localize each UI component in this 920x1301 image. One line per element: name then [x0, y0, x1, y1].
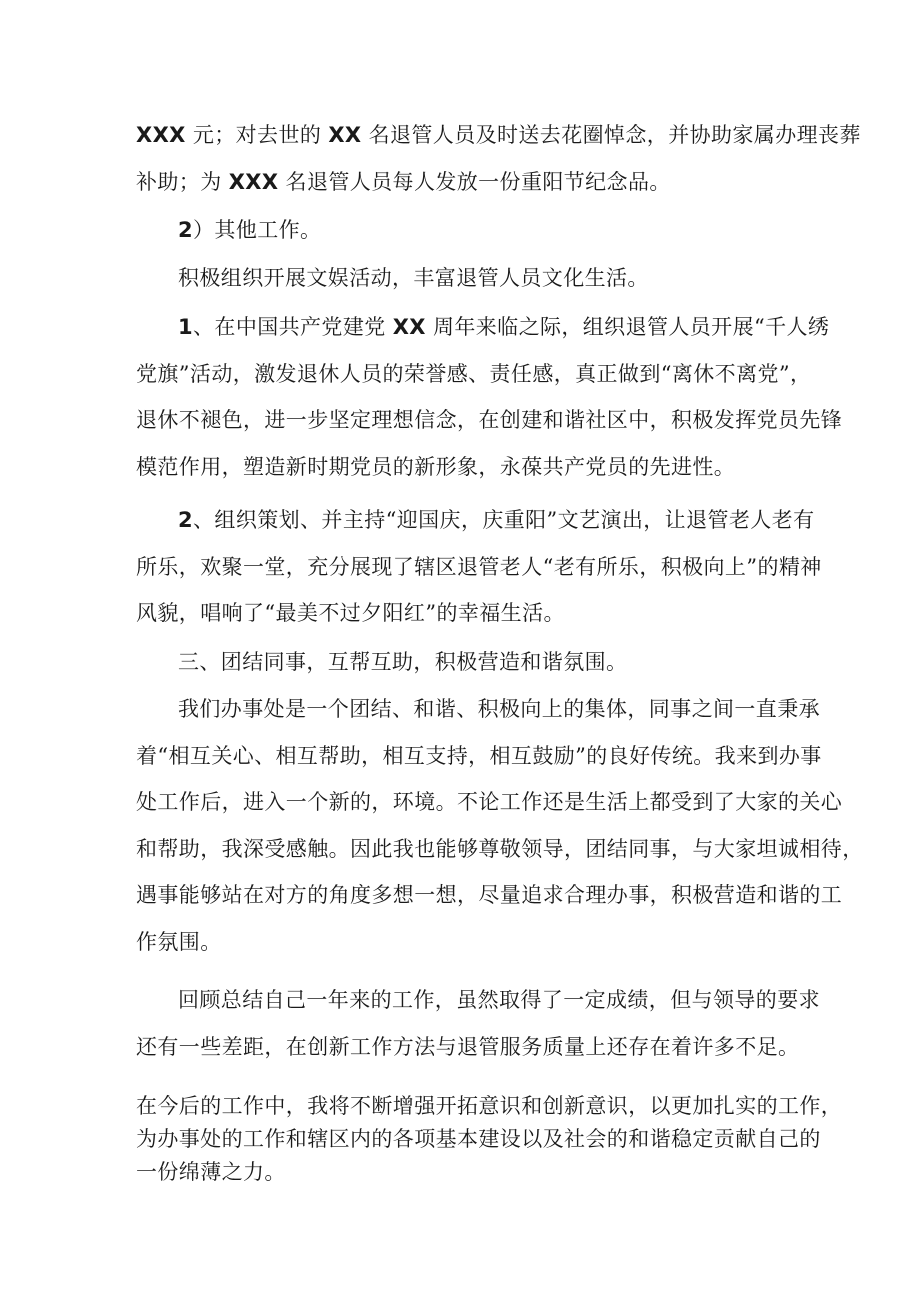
text-run: 我们办事处是一个团结、和谐、积极向上的集体，同事之间一直秉承	[178, 697, 820, 721]
text-run: 周年来临之际，组织退管人员开展“千人绣	[425, 315, 830, 339]
text-run: 回顾总结自己一年来的工作，虽然取得了一定成绩，但与领导的要求	[178, 988, 820, 1012]
text-run: 退休不褪色，进一步坚定理想信念，在创建和谐社区中，积极发挥党员先锋	[136, 408, 843, 432]
text-run: 、在中国共产党建党	[193, 315, 393, 339]
text-line	[136, 304, 830, 351]
paragraph-5	[136, 497, 822, 637]
text-run: 和帮助，我深受感触。因此我也能够尊敬领导，团结同事，与大家坦诚相待，	[136, 836, 864, 861]
text-run: 遇事能够站在对方的角度多想一想，尽量追求合理办事，积极营造和谐的工	[136, 883, 843, 907]
text-run: 一份绵薄之力。	[136, 1160, 286, 1184]
text-run: 着“相互关心、相互帮助，相互支持，相互鼓励”的良好传统。我来到办事	[136, 743, 822, 768]
text-run: 处工作后，进入一个新的，环境。不论工作还是生活上都受到了大家的关心	[136, 790, 843, 814]
text-run: 为办事处的工作和辖区内的各项基本建设以及社会的和谐稳定贡献自己的	[136, 1127, 821, 1151]
text-line	[136, 872, 843, 919]
paragraph-2	[136, 207, 796, 254]
text-line	[136, 686, 820, 733]
text-line	[136, 590, 796, 637]
text-line	[136, 1024, 800, 1071]
text-line	[136, 639, 796, 686]
text-line	[136, 1090, 843, 1123]
text-line	[136, 826, 864, 873]
bold-text-run: 2	[178, 218, 194, 242]
text-line	[136, 444, 796, 491]
text-run: 风貌，唱响了“最美不过夕阳红”的幸福生活。	[136, 601, 565, 625]
text-run: 、组织策划、并主持“迎国庆，庆重阳”文艺演出，让退管老人老有	[193, 508, 815, 532]
bold-text-run: 1	[178, 315, 194, 339]
text-line	[136, 1156, 796, 1189]
text-line	[136, 255, 796, 302]
bold-text-run: XXX	[136, 123, 186, 147]
text-line	[136, 919, 796, 966]
text-line	[136, 207, 796, 254]
text-line	[136, 1123, 821, 1156]
paragraph-3	[136, 255, 796, 302]
text-run: 积极组织开展文娱活动，丰富退管人员文化生活。	[178, 266, 649, 290]
text-run: 作氛围。	[136, 929, 222, 954]
text-line	[136, 397, 843, 444]
text-line	[136, 112, 861, 159]
paragraph-4	[136, 304, 843, 490]
bold-text-run: 2	[178, 508, 194, 532]
text-line	[136, 159, 796, 206]
text-line	[136, 351, 812, 398]
paragraph-7	[136, 686, 864, 965]
text-run: 三、团结同事，互帮互助，积极营造和谐氛围。	[178, 650, 628, 674]
text-run: 模范作用，塑造新时期党员的新形象，永葆共产党员的先进性。	[136, 454, 736, 479]
text-line	[136, 779, 843, 826]
paragraph-1	[136, 112, 861, 205]
text-line	[136, 497, 815, 544]
bold-text-run: XX	[328, 123, 362, 147]
text-run: 元；对去世的	[185, 123, 329, 147]
text-run: 所乐，欢聚一堂，充分展现了辖区退管老人“老有所乐，积极向上”的精神	[136, 554, 822, 579]
text-run: 名退管人员及时送去花圈悼念，并协助家属办理丧葬	[361, 123, 861, 147]
text-run: 在今后的工作中，我将不断增强开拓意识和创新意识，以更加扎实的工作，	[136, 1094, 843, 1118]
text-line	[136, 544, 822, 591]
paragraph-8	[136, 977, 820, 1070]
paragraph-9	[136, 1090, 843, 1189]
text-run: 还有一些差距，在创新工作方法与退管服务质量上还存在着许多不足。	[136, 1034, 800, 1059]
text-run: 名退管人员每人发放一份重阳节纪念品。	[278, 169, 671, 194]
section-heading-3	[136, 639, 796, 686]
text-line	[136, 977, 820, 1024]
text-run: 党旗”活动，激发退休人员的荣誉感、责任感，真正做到“离休不离党”，	[136, 361, 812, 386]
text-run: ）其他工作。	[193, 218, 322, 242]
text-line	[136, 733, 822, 780]
bold-text-run: XXX	[228, 169, 279, 194]
bold-text-run: XX	[392, 315, 426, 339]
text-run: 补助；为	[136, 169, 229, 194]
